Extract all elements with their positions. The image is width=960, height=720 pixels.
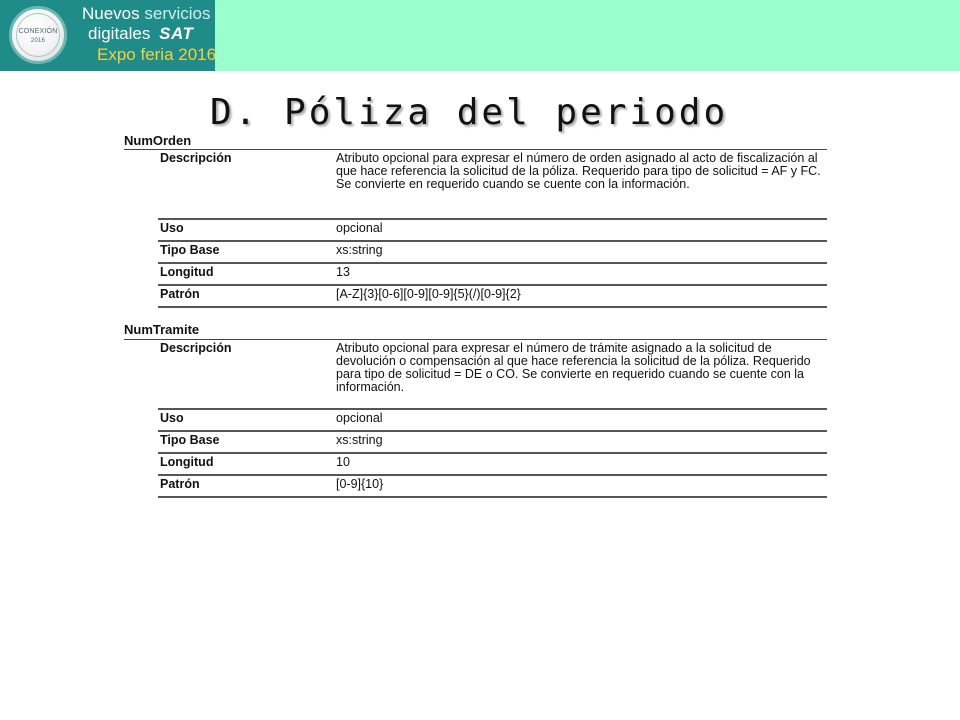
row-label: Longitud: [158, 453, 334, 475]
row-label: Tipo Base: [158, 241, 334, 263]
table-row: [158, 453, 827, 475]
seal-year: 2016: [30, 38, 46, 44]
table-row: [158, 431, 827, 453]
attribute-table-numorden: [158, 150, 827, 308]
page-title: D. Póliza del periodo: [210, 92, 729, 133]
logo-expo-line: Expo feria 2016: [97, 45, 217, 64]
row-label: Descripción: [158, 340, 334, 409]
row-label: Patrón: [158, 285, 334, 307]
logo-word-servicios: servicios: [144, 4, 211, 23]
row-label: Tipo Base: [158, 431, 334, 453]
table-row: [158, 285, 827, 307]
event-logo: [0, 0, 215, 71]
row-label: Uso: [158, 219, 334, 241]
logo-word-digitales: digitales: [88, 24, 151, 43]
row-value: 13: [334, 263, 827, 285]
row-value: xs:string: [334, 241, 827, 263]
row-value: Atributo opcional para expresar el número de orden asignado al acto de fiscalización al que hace referencia la solicitud de la póliza. Requerido para tipo de solicitud = AF y FC. Se convierte en requerido cuando se cuente con la información.: [334, 150, 827, 219]
row-value: [0-9]{10}: [334, 475, 827, 497]
row-label: Descripción: [158, 150, 334, 219]
table-row: [158, 150, 827, 219]
logo-word-sat: SAT: [159, 24, 194, 43]
row-label: Patrón: [158, 475, 334, 497]
row-value: Atributo opcional para expresar el número de trámite asignado a la solicitud de devolución o compensación al que hace referencia la solicitud de la póliza. Requerido para tipo de solicitud = DE o CO. Se convierte en requerido cuando se cuente con la información.: [334, 340, 827, 409]
row-value: xs:string: [334, 431, 827, 453]
section-heading-numorden: NumOrden: [124, 133, 192, 148]
row-value: opcional: [334, 409, 827, 431]
logo-word-nuevos: Nuevos: [82, 4, 140, 23]
table-row: [158, 263, 827, 285]
table-row: [158, 475, 827, 497]
row-label: Longitud: [158, 263, 334, 285]
seal-label: CONEXIÓN: [18, 28, 58, 35]
conexion-seal-icon: [9, 6, 67, 64]
row-value: 10: [334, 453, 827, 475]
table-row: [158, 219, 827, 241]
section-heading-numtramite: NumTramite: [124, 322, 200, 337]
attribute-table-numtramite: [158, 340, 827, 498]
row-value: [A-Z]{3}[0-6][0-9][0-9]{5}(/)[0-9]{2}: [334, 285, 827, 307]
row-value: opcional: [334, 219, 827, 241]
row-label: Uso: [158, 409, 334, 431]
table-row: [158, 241, 827, 263]
table-row: [158, 409, 827, 431]
table-row: [158, 340, 827, 409]
